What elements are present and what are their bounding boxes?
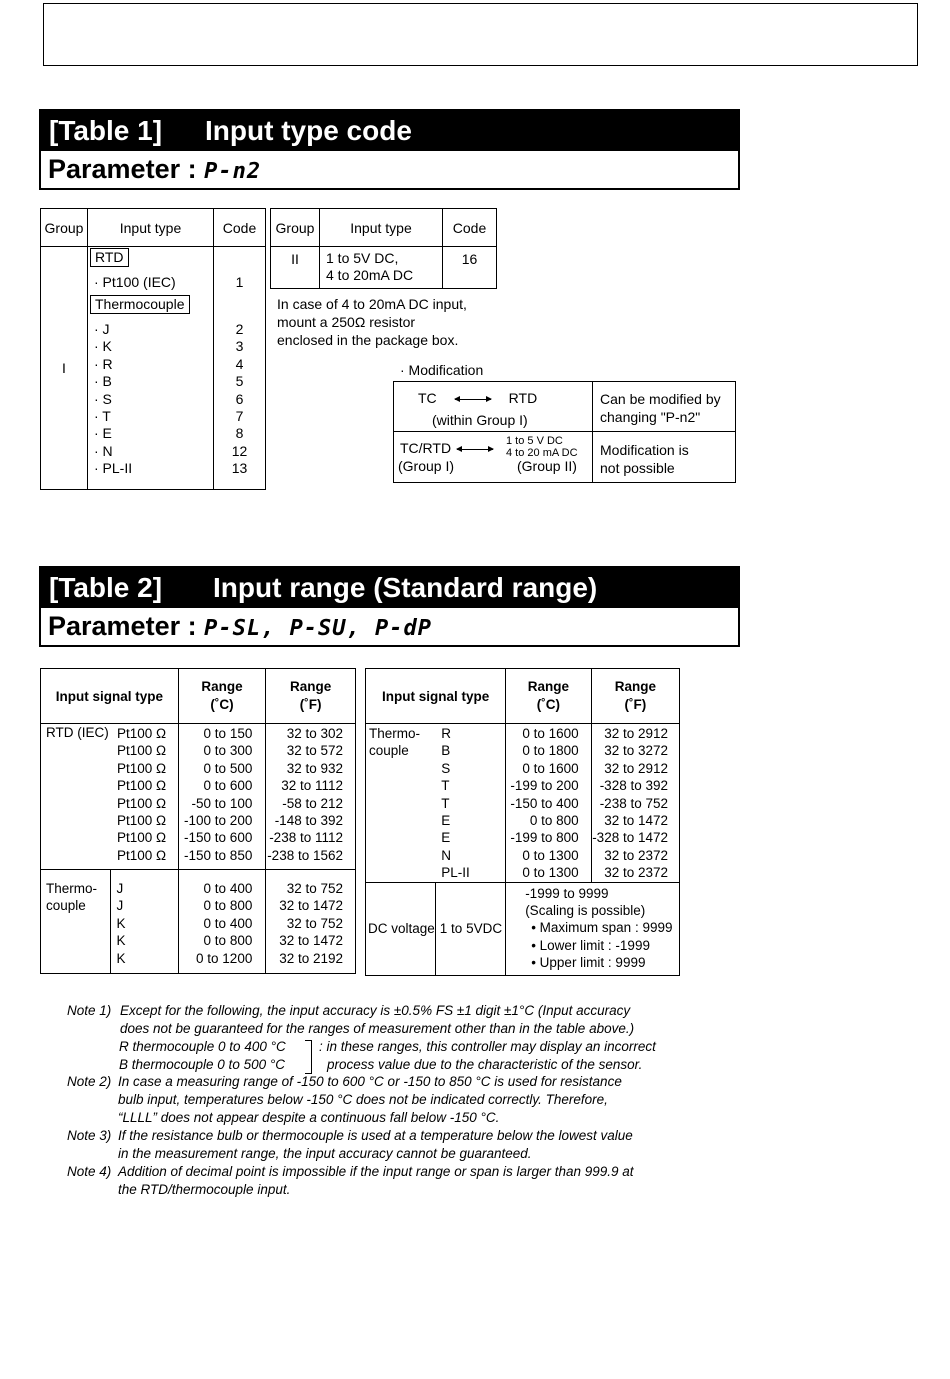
mod-row2-left [394,432,593,483]
t2-rtd-c-value: 0 to 500 [203,760,253,776]
t2-rtd-f [266,724,356,870]
t2-tc-c-value: 0 to 800 [203,933,253,949]
resistor-note-line: enclosed in the package box. [277,332,459,348]
mod-row1-desc [593,382,736,432]
t2-tc-c-value: 0 to 1300 [522,865,579,881]
t2-tc-group [41,870,111,974]
t1-tc-item: · S [94,390,112,407]
t2-header-range: Range [290,679,332,694]
t2-tc-f-value: 32 to 1472 [604,813,668,829]
note-line: : in these ranges, this controller may display an incorrect [319,1039,656,1054]
t2-tc-c-value: 0 to 1600 [522,726,579,741]
note-label: Note 3) [67,1128,112,1143]
table1-param-label: Parameter : [48,154,205,184]
t1-tc-code: 3 [235,338,244,355]
note-1-exceptions [119,1038,286,1074]
t1-group2-type-line: 4 to 20mA DC [326,267,414,283]
t2-rtd-c-value: -100 to 200 [184,813,253,829]
table1-header [39,109,740,190]
mod-row2-right-sub: (Group II) [517,458,577,474]
t1-header-code: Code [443,209,497,247]
t2-tc-c-value: -150 to 400 [510,795,579,811]
t2-rtd-type: Pt100 Ω [116,760,167,776]
t2-tc-type: E [441,813,451,829]
t2-tc-f-value: 32 to 1472 [279,898,343,914]
t1-tc-item: · E [94,425,112,442]
t2-rtd-f-value: 32 to 302 [286,726,343,741]
t1-group1-codes [214,247,266,490]
mod-row2-right-line: 4 to 20 mA DC [506,447,578,459]
t2-header-unit-f: (˚F) [299,697,322,712]
note-line: the RTD/thermocouple input. [118,1182,291,1197]
t2-dc-group: DC voltage [366,882,436,975]
t2-tc-type: B [441,743,451,759]
t1-group1-types [88,247,214,490]
table1-parameter [41,151,738,188]
t2-dc-range-line: • Lower limit : -1999 [531,937,650,953]
page-header-box [43,3,918,66]
t2-rtd-types [111,724,178,870]
t2-tc-f-value: 32 to 752 [286,881,343,896]
modification-label: · Modification [400,362,484,378]
t2-tc-f-value: -238 to 752 [599,795,668,811]
double-arrow-icon [455,399,491,400]
notes [67,1002,687,1202]
t2-dc-range-line: • Upper limit : 9999 [531,955,646,971]
t2-tc-f-value: 32 to 2192 [279,950,343,966]
t1-header-group: Group [41,209,88,247]
t2-rtd-f-value: -58 to 212 [282,795,343,811]
t2-rtd-c-value: -50 to 100 [191,795,253,811]
t2-tc-c-value: 0 to 800 [529,813,579,829]
t2-tc-right-f [591,724,679,883]
t2-tc-left-c [178,870,266,974]
t1-tc-item: · T [94,408,111,425]
t2-tc-f-value: 32 to 1472 [279,933,343,949]
table1-title-bar [41,111,738,151]
table2-left-table [40,668,356,974]
t2-tc-f-value: -328 to 392 [599,778,668,794]
t2-tc-c-value: 0 to 1300 [522,847,579,863]
t2-rtd-c-value: -150 to 600 [184,830,253,846]
mod-row1-desc-line: changing "P-n2" [600,409,701,425]
t2-tc-c-value: -199 to 800 [510,830,579,846]
note-line: does not be guaranteed for the ranges of measurement other than in the table above.) [120,1021,635,1036]
mod-tc-rtd: TC/RTD [400,440,452,456]
t1-tc-code: 8 [235,425,244,442]
t2-header-range: Range [201,679,243,694]
t2-rtd-f-value: -148 to 392 [274,813,343,829]
t2-tc-right-c [506,724,591,883]
note-line: Except for the following, the input accuracy is ±0.5% FS ±1 digit ±1°C (Input accuracy [120,1003,631,1018]
mod-row1-desc-line: Can be modified by [600,391,721,407]
t1-group2: II [271,247,320,289]
table1-group1-table [40,208,266,490]
mod-row2-left-sub: (Group I) [398,458,455,474]
t2-tc-f-value: 32 to 2912 [604,760,668,776]
t2-tc-c-value: 0 to 1800 [522,743,579,759]
t1-group2-type-line: 1 to 5V DC, [326,250,399,266]
t2-tc-group-line: couple [46,898,86,914]
t2-tc-c-value: 0 to 1600 [522,760,579,776]
mod-row1-sub: (within Group I) [432,412,528,428]
t1-tc-code: 2 [235,321,244,337]
t2-rtd-type: Pt100 Ω [116,847,167,863]
t2-tc-f-value: -328 to 1472 [592,830,668,846]
t2-tc-type: R [441,726,452,741]
note-line: “LLLL” does not appear despite a continuous fall below -150 °C. [118,1110,500,1125]
t1-group1: I [41,247,88,490]
note-line: Addition of decimal point is impossible if the input range or span is larger than 999.9 at [118,1164,634,1179]
t2-tc-c-value: 0 to 1200 [196,950,253,966]
modification-table [393,381,736,483]
t2-rtd-f-value: 32 to 932 [286,760,343,776]
t2-rtd-type: Pt100 Ω [116,778,167,794]
t2-tc-c-value: -199 to 200 [510,778,579,794]
table2-right-table [365,668,680,976]
t2-tc-f-value: 32 to 752 [286,915,343,931]
t2-rtd-f-value: -238 to 1112 [269,830,343,846]
resistor-note-line: mount a 250Ω resistor [277,314,416,330]
t2-tc-type: T [441,778,450,794]
t2-header-unit-f: (˚F) [624,697,647,712]
note-label: Note 1) [67,1003,112,1018]
t2-rtd-c-value: 0 to 150 [203,726,253,741]
t2-tc-group-line: Thermo- [369,726,421,741]
t1-tc-item: · R [94,355,113,372]
t2-header-signal: Input signal type [366,669,506,724]
t2-tc-left-types [111,870,178,974]
table1-group2-table [270,208,497,289]
note-line: In case a measuring range of -150 to 600 °C or -150 to 850 °C is used for resistance [118,1074,622,1089]
t2-tc-type: K [116,915,126,931]
note-label: Note 2) [67,1074,112,1089]
t2-rtd-c-value: 0 to 600 [203,778,253,794]
t2-tc-type: S [441,760,451,776]
brace-icon [305,1040,312,1074]
table2-title: Input range (Standard range) [213,572,598,603]
t2-tc-c-value: 0 to 400 [203,915,253,931]
t2-tc-type: K [116,950,126,966]
t2-dc-type: 1 to 5VDC [435,882,505,975]
t2-rtd-group: RTD (IEC) [41,724,111,870]
mod-row2-desc-line: Modification is [600,442,689,458]
table1-title: Input type code [205,115,412,146]
t2-rtd-f-value: 32 to 1112 [281,778,343,794]
t2-rtd-type: Pt100 Ω [116,830,167,846]
t2-header-range-f [591,669,679,724]
t2-rtd-type: Pt100 Ω [116,726,167,741]
mod-row2-right-line: 1 to 5 V DC [506,435,563,447]
t2-tc-f-value: 32 to 2372 [604,847,668,863]
t1-tc-code: 5 [235,373,244,390]
t2-rtd-c-value: -150 to 850 [184,847,253,863]
t2-rtd-f-value: -238 to 1562 [267,847,343,863]
t2-header-range: Range [614,679,656,694]
t2-tc-type: N [441,847,452,863]
t2-header-unit-c: (˚C) [536,697,561,712]
t1-tc-code: 6 [235,390,244,407]
table2-title-bar [41,568,738,608]
t1-header-group: Group [271,209,320,247]
t2-tc-type: PL-II [441,865,470,881]
table1-label: [Table 1] [49,115,163,146]
table2-header [39,566,740,647]
t1-header-input-type: Input type [88,209,214,247]
t2-tc-right-types [435,724,505,883]
t2-tc-left-f [266,870,356,974]
resistor-note-line: In case of 4 to 20mA DC input, [277,296,467,312]
note-exception: B thermocouple 0 to 500 °C [119,1057,285,1072]
t2-rtd-c [178,724,266,870]
mod-row2-right [506,435,578,459]
t2-tc-f-value: 32 to 2912 [604,726,668,741]
note-line: in the measurement range, the input accuracy cannot be guaranteed. [118,1146,532,1161]
t2-tc-group-line: Thermo- [46,881,98,896]
t1-rtd-item: · Pt100 (IEC) [94,274,176,290]
mod-row1-left [394,382,593,432]
t2-tc-right-group [366,724,436,883]
t2-dc-range-line: -1999 to 9999 [525,885,609,901]
note-exception: R thermocouple 0 to 400 °C [119,1039,286,1054]
t2-header-unit-c: (˚C) [210,697,234,712]
mod-tc: TC [418,390,437,406]
t2-tc-c-value: 0 to 800 [203,898,253,914]
t2-rtd-f-value: 32 to 572 [286,743,343,759]
t2-tc-type: J [116,898,124,914]
note-line: process value due to the characteristic of the sensor. [327,1057,643,1072]
t2-rtd-type: Pt100 Ω [116,795,167,811]
note-1-exception-text [319,1038,656,1074]
t2-header-range-f [266,669,356,724]
t2-header-range-c [506,669,591,724]
mod-row2-desc [593,432,736,483]
t1-group2-code: 16 [443,247,497,289]
table2-param-code: P-SL, P-SU, P-dP [204,616,433,641]
t1-tc-item: · PL-II [94,460,133,477]
t1-tc-code: 13 [231,460,248,477]
t2-tc-type: J [116,881,124,896]
note-line: bulb input, temperatures below -150 °C does not be indicated correctly. Therefore, [118,1092,608,1107]
table2-label: [Table 2] [49,572,163,603]
t1-tc-label: Thermocouple [90,295,190,314]
t2-tc-c-value: 0 to 400 [203,881,253,896]
t2-header-signal: Input signal type [41,669,179,724]
t2-tc-type: T [441,795,450,811]
mod-rtd: RTD [508,390,538,406]
t2-tc-group-line: couple [369,743,409,759]
note-line: If the resistance bulb or thermocouple is used at a temperature below the lowest value [118,1128,633,1143]
resistor-note [277,295,467,349]
t1-group2-type [320,247,443,289]
t2-rtd-type: Pt100 Ω [116,743,167,759]
t2-dc-range-line: • Maximum span : 9999 [531,920,673,936]
t1-tc-item: · N [94,442,113,459]
table2-param-label: Parameter : [48,611,205,641]
t2-dc-range [506,882,680,975]
t2-header-range-c [178,669,266,724]
double-arrow-icon [457,449,493,450]
table1-param-code: P-n2 [204,159,262,184]
t2-tc-type: K [116,933,126,949]
t1-tc-item: · B [94,373,112,390]
t1-tc-items [90,321,213,478]
mod-row2-desc-line: not possible [600,460,675,476]
t2-rtd-type: Pt100 Ω [116,813,167,829]
table2-parameter [41,608,738,645]
t1-tc-code: 12 [231,442,248,459]
t1-tc-code: 4 [235,355,244,372]
t1-header-code: Code [214,209,266,247]
t2-tc-f-value: 32 to 2372 [604,865,668,881]
note-label: Note 4) [67,1164,112,1179]
t1-tc-code: 7 [235,408,244,425]
t2-header-range: Range [527,679,570,694]
t1-rtd-label: RTD [90,248,129,267]
t2-dc-range-line: (Scaling is possible) [525,903,646,919]
t1-tc-item: · K [94,338,112,355]
t2-tc-f-value: 32 to 3272 [604,743,668,759]
t2-tc-type: E [441,830,451,846]
t1-tc-item: · J [94,321,110,337]
t1-rtd-code: 1 [235,274,244,290]
t2-rtd-c-value: 0 to 300 [203,743,253,759]
t1-header-input-type: Input type [320,209,443,247]
